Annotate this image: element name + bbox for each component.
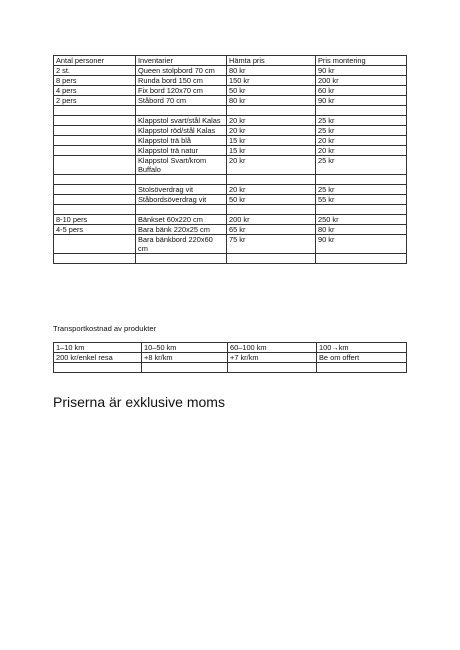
price-cell [54,146,136,156]
price-cell [54,205,136,215]
price-cell [54,175,136,185]
price-cell: 8-10 pers [54,215,136,225]
price-table-body [54,66,407,264]
price-cell [316,205,407,215]
price-row [54,106,407,116]
price-cell [316,106,407,116]
price-row [54,86,407,96]
price-cell [54,185,136,195]
price-row [54,116,407,126]
price-row [54,205,407,215]
price-cell: Runda bord 150 cm [136,76,227,86]
transport-cell [317,363,407,373]
price-cell: Fix bord 120x70 cm [136,86,227,96]
price-cell [54,235,136,254]
transport-table [53,342,407,373]
transport-cell [228,363,317,373]
price-cell: 20 kr [227,116,316,126]
price-cell [54,195,136,205]
transport-caption: Transportkostnad av produkter [53,324,157,333]
price-cell [54,254,136,264]
price-row [54,156,407,175]
price-table-header-row [54,56,407,66]
price-cell: 2 pers [54,96,136,106]
price-cell: 20 kr [227,126,316,136]
price-cell: 55 kr [316,195,407,205]
price-cell [54,156,136,175]
header-inventarier: Inventarier [136,56,227,66]
price-cell: 75 kr [227,235,316,254]
price-cell [136,106,227,116]
price-cell [54,136,136,146]
price-cell: 80 kr [227,96,316,106]
transport-cell: +7 kr/km [228,353,317,363]
price-cell: Bara bänk 220x25 cm [136,225,227,235]
price-cell: 20 kr [227,156,316,175]
price-cell: 150 kr [227,76,316,86]
price-cell: 65 kr [227,225,316,235]
price-cell: 80 kr [227,66,316,76]
price-cell [54,106,136,116]
price-cell: Queen stolpbord 70 cm [136,66,227,76]
vat-note: Priserna är exklusive moms [53,394,225,410]
price-cell: 25 kr [316,116,407,126]
price-cell: 90 kr [316,235,407,254]
price-cell [136,205,227,215]
price-cell: 250 kr [316,215,407,225]
price-cell: Ståbord 70 cm [136,96,227,106]
price-cell: Bänkset 60x220 cm [136,215,227,225]
price-table [53,55,407,264]
price-cell [136,254,227,264]
price-cell: 8 pers [54,76,136,86]
price-cell: Klappstol trä natur [136,146,227,156]
price-cell [227,205,316,215]
price-cell: 80 kr [316,225,407,235]
price-cell: Ståbordsöverdrag vit [136,195,227,205]
price-row [54,146,407,156]
transport-cell: 1–10 km [54,343,142,353]
transport-cell: 60–100 km [228,343,317,353]
transport-cell: 100→km [317,343,407,353]
price-cell [136,175,227,185]
price-row [54,175,407,185]
header-hamta-pris: Hämta pris [227,56,316,66]
price-cell [316,254,407,264]
price-cell: 50 kr [227,86,316,96]
transport-cell: 10–50 km [142,343,228,353]
price-cell: 90 kr [316,96,407,106]
price-cell [54,126,136,136]
price-cell: 25 kr [316,126,407,136]
price-cell: Klappstol Svart/krom Buffalo [136,156,227,175]
price-row [54,195,407,205]
transport-row [54,363,407,373]
price-cell [227,106,316,116]
price-cell: 200 kr [227,215,316,225]
transport-row [54,343,407,353]
price-cell: Stolsöverdrag vit [136,185,227,195]
transport-cell [54,363,142,373]
price-cell: 50 kr [227,195,316,205]
transport-cell [142,363,228,373]
price-cell: 25 kr [316,185,407,195]
price-row [54,76,407,86]
transport-cell: +8 kr/km [142,353,228,363]
price-cell [227,175,316,185]
price-row [54,215,407,225]
price-row [54,254,407,264]
price-cell: Bara bänkbord 220x60 cm [136,235,227,254]
price-row [54,96,407,106]
price-cell: 2 st. [54,66,136,76]
price-cell: 4-5 pers [54,225,136,235]
transport-cell: Be om offert [317,353,407,363]
transport-row [54,353,407,363]
price-cell: Klappstol svart/stål Kalas [136,116,227,126]
price-cell [316,175,407,185]
price-cell: 200 kr [316,76,407,86]
header-pris-montering: Pris montering [316,56,407,66]
price-cell: 60 kr [316,86,407,96]
price-cell: 90 kr [316,66,407,76]
header-antal-personer: Antal personer [54,56,136,66]
price-cell [54,116,136,126]
price-cell: Klappstol röd/stål Kalas [136,126,227,136]
price-cell: 15 kr [227,136,316,146]
price-row [54,185,407,195]
price-cell: 4 pers [54,86,136,96]
price-row [54,136,407,146]
price-cell: 20 kr [316,146,407,156]
price-cell: 20 kr [316,136,407,146]
price-row [54,126,407,136]
price-cell: Klappstol trä blå [136,136,227,146]
price-cell: 15 kr [227,146,316,156]
price-cell: 25 kr [316,156,407,175]
price-cell [227,254,316,264]
transport-cell: 200 kr/enkel resa [54,353,142,363]
price-row [54,225,407,235]
price-row [54,235,407,254]
price-cell: 20 kr [227,185,316,195]
price-row [54,66,407,76]
transport-table-body [54,343,407,373]
